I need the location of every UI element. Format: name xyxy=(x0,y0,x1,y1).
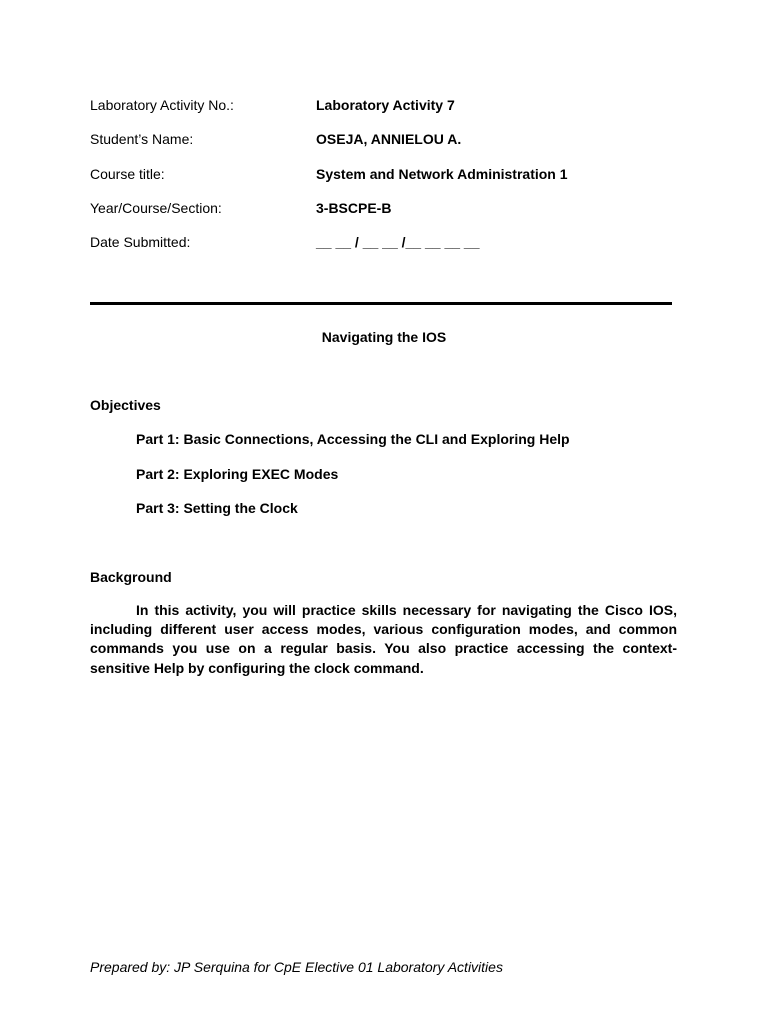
info-row-activity-no xyxy=(90,95,690,115)
year-course-section-label: Year/Course/Section: xyxy=(90,200,222,216)
activity-no-value: Laboratory Activity 7 xyxy=(316,97,455,113)
course-title-value: System and Network Administration 1 xyxy=(316,166,568,182)
info-row-student-name xyxy=(90,129,690,149)
info-row-course-title xyxy=(90,164,690,184)
background-heading: Background xyxy=(90,569,172,585)
student-name-value: OSEJA, ANNIELOU A. xyxy=(316,131,462,147)
date-submitted-label: Date Submitted: xyxy=(90,234,191,250)
objective-item-3: Part 3: Setting the Clock xyxy=(136,500,298,516)
background-paragraph: In this activity, you will practice skills necessary for navigating the Cisco IOS, including different user access modes, various configuration modes, and common commands you use on a regular basis. You also practice accessing the context-sensitive Help by configuring the clock command. xyxy=(90,602,677,676)
footer-note: Prepared by: JP Serquina for CpE Elective 01 Laboratory Activities xyxy=(90,959,503,975)
course-title-label: Course title: xyxy=(90,166,165,182)
objective-item-2: Part 2: Exploring EXEC Modes xyxy=(136,466,339,482)
activity-no-label: Laboratory Activity No.: xyxy=(90,97,234,113)
info-row-date-submitted xyxy=(90,232,690,252)
year-course-section-value: 3-BSCPE-B xyxy=(316,200,392,216)
info-row-year-course-section xyxy=(90,198,690,218)
objective-item-1: Part 1: Basic Connections, Accessing the CLI and Exploring Help xyxy=(136,431,570,447)
objectives-heading: Objectives xyxy=(90,397,161,413)
student-name-label: Student’s Name: xyxy=(90,131,194,147)
document-title: Navigating the IOS xyxy=(321,329,447,345)
horizontal-divider xyxy=(90,302,672,305)
date-submitted-value: __ __ / __ __ /__ __ __ __ xyxy=(316,234,480,250)
